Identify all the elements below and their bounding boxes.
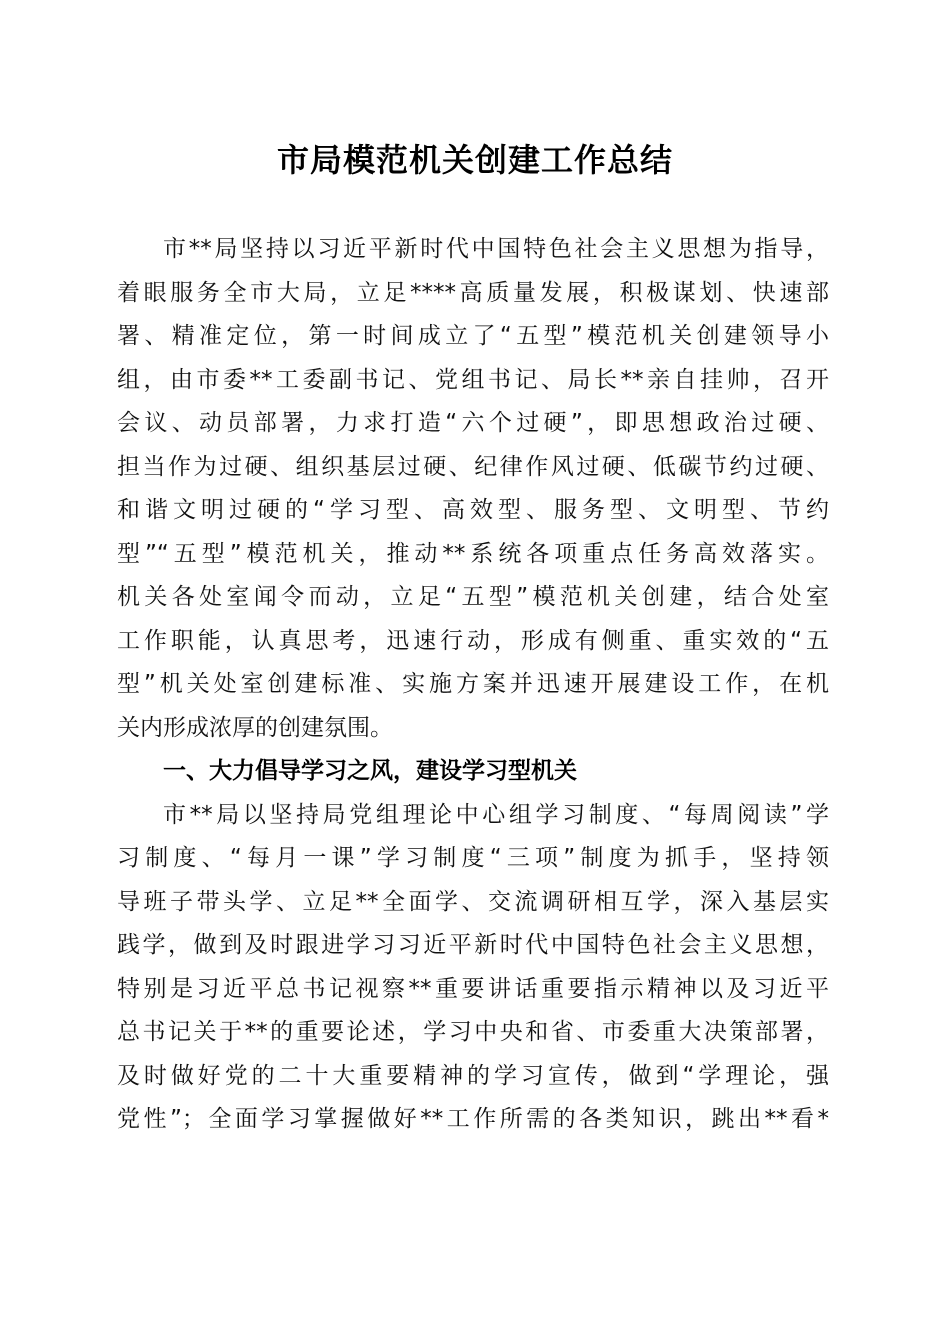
paragraph-line: 着眼服务全市大局，立足****高质量发展，积极谋划、快速部 xyxy=(117,279,829,306)
section-heading: 一、大力倡导学习之风，建设学习型机关 xyxy=(163,758,577,784)
paragraph-line: 市**局坚持以习近平新时代中国特色社会主义思想为指导， xyxy=(163,236,829,262)
paragraph-line: 市**局以坚持局党组理论中心组学习制度、“每周阅读”学 xyxy=(163,801,829,828)
paragraph-line: 型”“五型”模范机关，推动**系统各项重点任务高效落实。 xyxy=(117,540,829,567)
paragraph-line: 习制度、“每月一课”学习制度“三项”制度为抓手，坚持领 xyxy=(117,845,829,871)
paragraph-line: 署、精准定位，第一时间成立了“五型”模范机关创建领导小 xyxy=(117,323,829,349)
paragraph-line: 总书记关于**的重要论述，学习中央和省、市委重大决策部署， xyxy=(117,1019,829,1045)
paragraph-line: 组，由市委**工委副书记、党组书记、局长**亲自挂帅，召开 xyxy=(117,366,829,393)
paragraph-line: 担当作为过硬、组织基层过硬、纪律作风过硬、低碳节约过硬、 xyxy=(117,453,829,480)
paragraph-line: 机关各处室闻令而动，立足“五型”模范机关创建，结合处室 xyxy=(117,584,829,610)
paragraph-line: 和谐文明过硬的“学习型、高效型、服务型、文明型、节约 xyxy=(117,497,829,523)
paragraph-line: 导班子带头学、立足**全面学、交流调研相互学，深入基层实 xyxy=(117,888,829,915)
paragraph-line: 及时做好党的二十大重要精神的学习宣传，做到“学理论，强 xyxy=(117,1062,829,1089)
paragraph-line: 践学，做到及时跟进学习习近平新时代中国特色社会主义思想， xyxy=(117,932,829,958)
document-title: 市局模范机关创建工作总结 xyxy=(276,141,673,179)
paragraph-line: 党性”；全面学习掌握做好**工作所需的各类知识，跳出**看* xyxy=(117,1106,829,1132)
paragraph-line: 关内形成浓厚的创建氛围。 xyxy=(117,714,393,741)
paragraph-line: 型”机关处室创建标准、实施方案并迅速开展建设工作，在机 xyxy=(117,671,829,697)
paragraph-line: 特别是习近平总书记视察**重要讲话重要指示精神以及习近平 xyxy=(117,975,829,1002)
paragraph-line: 会议、动员部署，力求打造“六个过硬”，即思想政治过硬、 xyxy=(117,410,829,436)
paragraph-line: 工作职能，认真思考，迅速行动，形成有侧重、重实效的“五 xyxy=(117,627,829,654)
document-body xyxy=(117,228,829,1142)
